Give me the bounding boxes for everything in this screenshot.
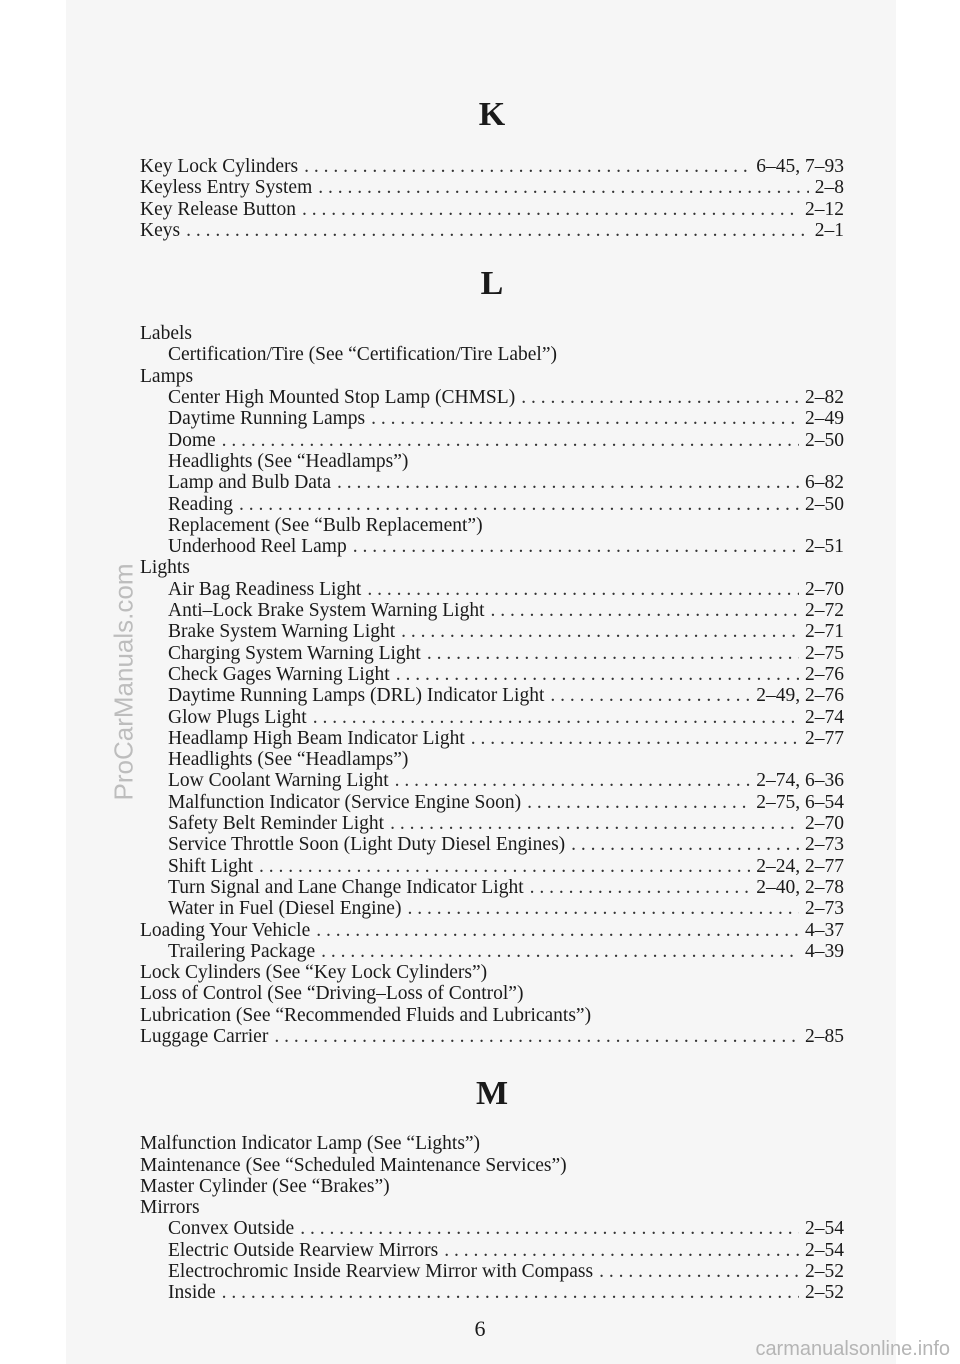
- index-entry: Luggage Carrier . . . 2–85: [140, 1026, 844, 1047]
- index-subentry: Certification/Tire (See “Certification/Tire Label”): [168, 344, 557, 366]
- index-subentry: Trailering Package . . . 4–39: [140, 941, 844, 962]
- index-entry: Key Release Button . . . 2–12: [140, 199, 844, 220]
- index-subentry: Electric Outside Rearview Mirrors . . . 2–54: [140, 1240, 844, 1261]
- index-subentry: Headlamp High Beam Indicator Light . . . 2–77: [140, 728, 844, 749]
- index-subentry: Water in Fuel (Diesel Engine) . . . 2–73: [140, 898, 844, 919]
- index-subentry: Daytime Running Lamps . . . 2–49: [140, 408, 844, 429]
- index-subentry: Anti–Lock Brake System Warning Light . . . 2–72: [140, 600, 844, 621]
- index-subentry: Malfunction Indicator (Service Engine Soon) . . . 2–75, 6–54: [140, 792, 844, 813]
- index-subentry: Headlights (See “Headlamps”): [168, 749, 409, 771]
- index-subentry: Low Coolant Warning Light . . . 2–74, 6–36: [140, 770, 844, 791]
- index-heading: Lights: [140, 557, 190, 579]
- index-subentry: Shift Light . . . 2–24, 2–77: [140, 856, 844, 877]
- bottom-watermark: carmanualsonline.info: [755, 1338, 950, 1360]
- index-subentry: Safety Belt Reminder Light . . . 2–70: [140, 813, 844, 834]
- index-heading: Lamps: [140, 365, 194, 387]
- side-watermark: ProCarManuals.com: [108, 563, 139, 801]
- index-subentry: Service Throttle Soon (Light Duty Diesel Engines) . . . 2–73: [140, 834, 844, 855]
- section-letter-k: K: [478, 96, 506, 133]
- index-subentry: Daytime Running Lamps (DRL) Indicator Light . . . 2–49, 2–76: [140, 685, 844, 706]
- index-entry: Keyless Entry System . . . 2–8: [140, 177, 844, 198]
- section-m-entries: [140, 1133, 844, 1303]
- index-subentry: Charging System Warning Light . . . 2–75: [140, 643, 844, 664]
- index-entry: Maintenance (See “Scheduled Maintenance Services”): [140, 1154, 567, 1176]
- index-subentry: Check Gages Warning Light . . . 2–76: [140, 664, 844, 685]
- index-subentry: Electrochromic Inside Rearview Mirror with Compass . . . 2–52: [140, 1261, 844, 1282]
- index-subentry: Convex Outside . . . 2–54: [140, 1218, 844, 1239]
- index-subentry: Center High Mounted Stop Lamp (CHMSL) . . . 2–82: [140, 387, 844, 408]
- index-entry: Keys . . . 2–1: [140, 220, 844, 241]
- section-letter-l: L: [480, 265, 504, 303]
- index-subentry: Reading . . . 2–50: [140, 494, 844, 515]
- index-entry: Loading Your Vehicle . . . 4–37: [140, 920, 844, 941]
- index-subentry: Replacement (See “Bulb Replacement”): [168, 514, 483, 536]
- index-entry: Key Lock Cylinders . . . 6–45, 7–93: [140, 156, 844, 177]
- section-k-entries: [140, 156, 844, 241]
- index-entry: Lubrication (See “Recommended Fluids and Lubricants”): [140, 1004, 592, 1026]
- index-subentry: Brake System Warning Light . . . 2–71: [140, 621, 844, 642]
- index-subentry: Underhood Reel Lamp . . . 2–51: [140, 536, 844, 557]
- index-subentry: Turn Signal and Lane Change Indicator Light . . . 2–40, 2–78: [140, 877, 844, 898]
- section-letter-m: M: [475, 1075, 509, 1113]
- page-number: 6: [474, 1316, 486, 1341]
- index-heading: Labels: [140, 323, 192, 345]
- index-subentry: Glow Plugs Light . . . 2–74: [140, 707, 844, 728]
- index-entry: Lock Cylinders (See “Key Lock Cylinders”): [140, 962, 488, 984]
- index-entry: Loss of Control (See “Driving–Loss of Control”): [140, 983, 524, 1005]
- index-content: [140, 96, 844, 1304]
- index-entry: Master Cylinder (See “Brakes”): [140, 1175, 390, 1197]
- index-heading: Mirrors: [140, 1197, 200, 1219]
- index-subentry: Lamp and Bulb Data . . . 6–82: [140, 472, 844, 493]
- index-entry: Malfunction Indicator Lamp (See “Lights”): [140, 1133, 481, 1155]
- index-subentry: Air Bag Readiness Light . . . 2–70: [140, 579, 844, 600]
- index-subentry: Inside . . . 2–52: [140, 1282, 844, 1303]
- index-subentry: Dome . . . 2–50: [140, 430, 844, 451]
- index-subentry: Headlights (See “Headlamps”): [168, 450, 409, 472]
- section-l-entries: [140, 323, 844, 1047]
